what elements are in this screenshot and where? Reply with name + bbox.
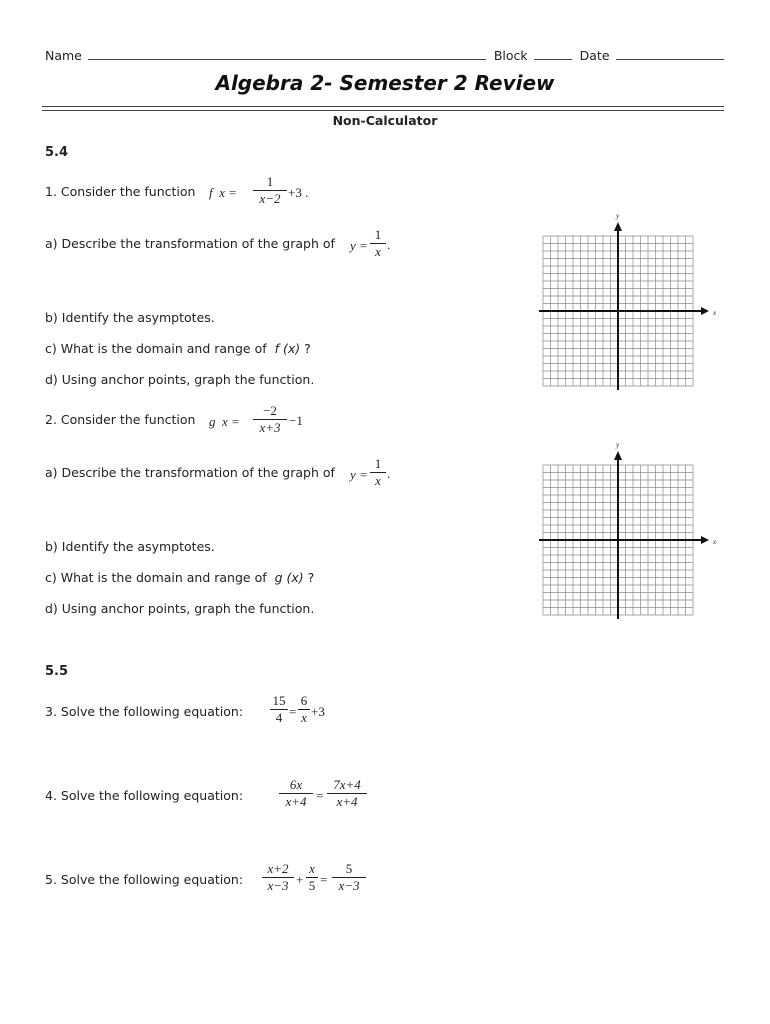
q3-right-fraction: 6 x: [298, 694, 310, 725]
x-axis-label: x: [713, 309, 717, 317]
q2-tail: −1: [289, 413, 303, 428]
q5-stem: 5. Solve the following equation:: [45, 872, 244, 887]
q2-part-a: a) Describe the transformation of the graph of: [45, 465, 335, 480]
q1-part-a: a) Describe the transformation of the graph of: [45, 236, 335, 251]
q2-parent-fraction: 1 x: [370, 457, 386, 488]
date-field[interactable]: [616, 47, 724, 60]
page-title: Algebra 2- Semester 2 Review: [215, 71, 555, 95]
name-line: [45, 47, 728, 63]
q5-third-fraction: 5 x−3: [332, 862, 366, 893]
q1-part-d: d) Using anchor points, graph the function.: [45, 372, 315, 387]
q2-coordinate-grid[interactable]: [535, 441, 715, 626]
name-field[interactable]: [88, 47, 486, 60]
q5-first-fraction: x+2 x−3: [262, 862, 294, 893]
q2-func: g x =: [209, 414, 240, 429]
y-axis-arrow-icon: [614, 451, 622, 460]
name-label: Name: [45, 48, 82, 63]
q1-tail: +3 .: [288, 185, 309, 200]
y-axis-arrow-icon: [614, 222, 622, 231]
q2-parent-lhs: y =: [350, 467, 368, 482]
q4-stem: 4. Solve the following equation:: [45, 788, 244, 803]
q4-left-fraction: 6x x+4: [279, 778, 313, 809]
title-rule: [42, 106, 724, 107]
q4-right-fraction: 7x+4 x+4: [327, 778, 367, 809]
q1-func: f x =: [209, 185, 237, 200]
y-axis-label: y: [616, 212, 620, 220]
q3-tail: +3: [311, 704, 325, 719]
q2-fraction: −2 x+3: [253, 404, 287, 435]
section-5-4: 5.4: [45, 145, 69, 160]
q4-equals: =: [316, 788, 324, 803]
q1-coordinate-grid[interactable]: [535, 212, 715, 397]
q2-parent-period: .: [387, 466, 391, 481]
q3-equals: =: [289, 704, 297, 719]
title-rule-2: [42, 110, 724, 111]
block-label: Block: [493, 48, 528, 63]
q2-stem: 2. Consider the function: [45, 412, 196, 427]
q5-equals: =: [320, 872, 328, 887]
y-axis-label: y: [616, 441, 620, 449]
q1-parent-fraction: 1 x: [370, 228, 386, 259]
block-field[interactable]: [534, 47, 572, 60]
q3-stem: 3. Solve the following equation:: [45, 704, 244, 719]
q5-second-fraction: x 5: [306, 862, 318, 893]
q2-part-d: d) Using anchor points, graph the function.: [45, 601, 315, 616]
q1-parent-lhs: y =: [350, 238, 368, 253]
q5-plus: +: [296, 872, 304, 887]
q1-fraction: 1 x−2: [253, 175, 287, 206]
q2-part-b: b) Identify the asymptotes.: [45, 539, 215, 554]
q1-part-b: b) Identify the asymptotes.: [45, 310, 215, 325]
page-subtitle: Non-Calculator: [332, 113, 438, 128]
date-label: Date: [579, 48, 610, 63]
x-axis-label: x: [713, 538, 717, 546]
q3-left-fraction: 15 4: [270, 694, 288, 725]
q1-stem: 1. Consider the function: [45, 184, 196, 199]
q1-part-c: c) What is the domain and range of f (x) ?: [45, 341, 311, 356]
q1-parent-period: .: [387, 237, 391, 252]
x-axis-arrow-icon: [701, 307, 709, 315]
q2-part-c: c) What is the domain and range of g (x) ?: [45, 570, 315, 585]
x-axis-arrow-icon: [701, 536, 709, 544]
section-5-5: 5.5: [45, 664, 69, 679]
